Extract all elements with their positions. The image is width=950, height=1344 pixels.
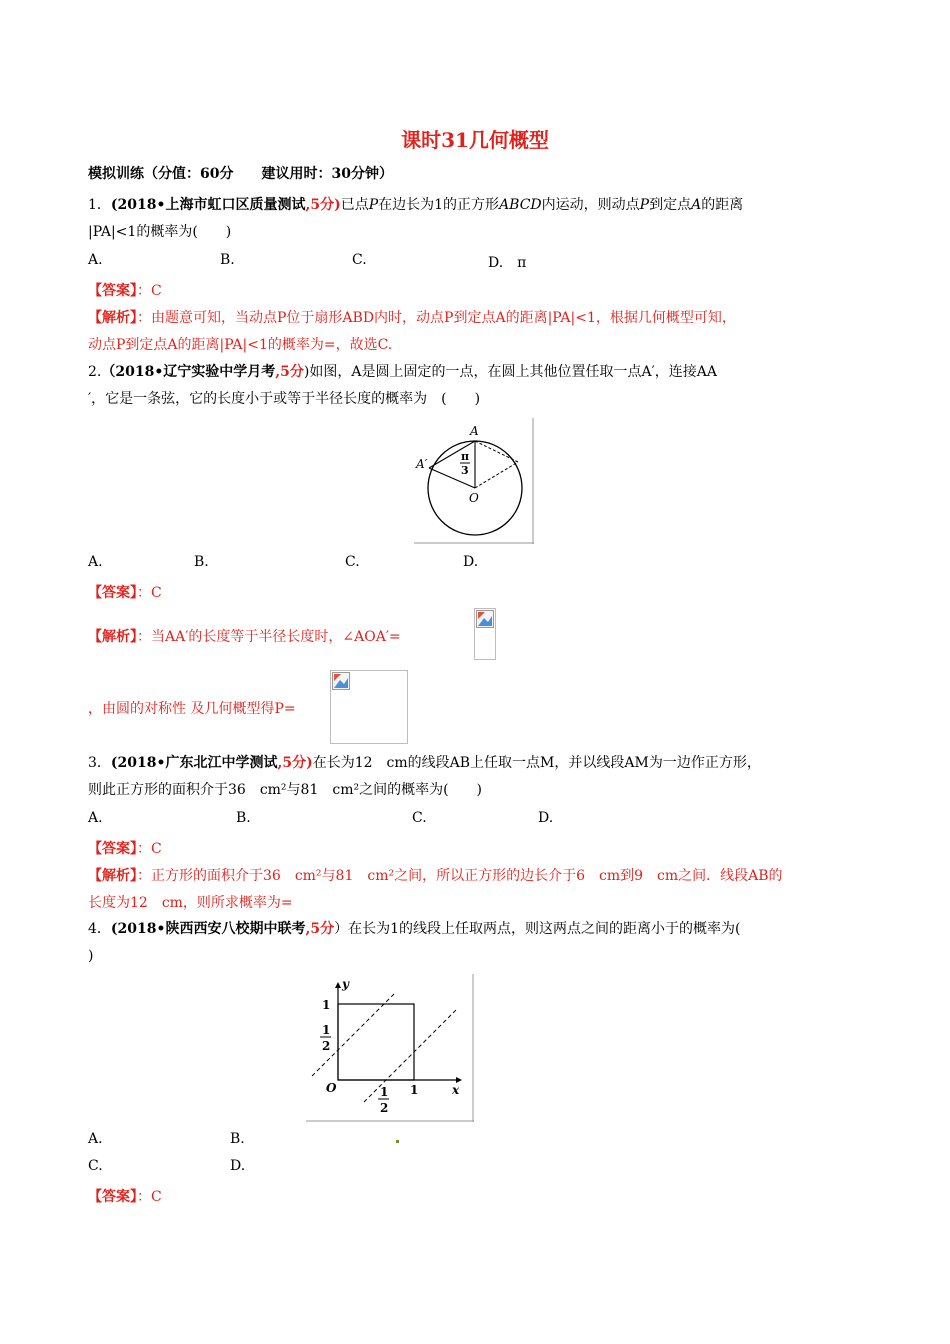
stray-dot bbox=[396, 1140, 399, 1143]
q4-square-figure bbox=[306, 974, 474, 1122]
label-y-one: 1 bbox=[322, 998, 331, 1012]
q1-option-c: C. bbox=[352, 252, 367, 268]
q2-option-b: B. bbox=[194, 554, 209, 570]
q2-stem-line1: 2.（2018•辽宁实验中学月考,5分)如图，A是圆上固定的一点，在圆上其他位置任取一点A′，连接AA bbox=[88, 364, 717, 380]
q3-analysis-line1: 【解析】：正方形的面积介于36 cm²与81 cm²之间，所以正方形的边长介于6 cm到9 cm之间．线段AB的 bbox=[88, 868, 783, 884]
q2-option-a: A. bbox=[88, 554, 103, 570]
q1-answer: 【答案】：C bbox=[88, 283, 162, 299]
q4-option-d: D. bbox=[230, 1158, 246, 1174]
q4-stem-line2: ) bbox=[88, 948, 94, 964]
q1-option-d: D. π bbox=[488, 255, 527, 271]
broken-image-placeholder bbox=[330, 670, 408, 744]
unit-square bbox=[338, 1004, 414, 1080]
label-origin: O bbox=[326, 1081, 337, 1095]
q3-stem-line1: 3．(2018•广东北江中学测试,5分)在长为12 cm的线段AB上任取一点M，并以线段AM为一边作正方形， bbox=[88, 755, 761, 771]
broken-image-placeholder bbox=[474, 608, 496, 660]
q3-score: ,5分) bbox=[277, 755, 313, 771]
q2-answer: 【答案】：C bbox=[88, 585, 162, 601]
q2-option-c: C. bbox=[345, 554, 360, 570]
q3-stem-line2: 则此正方形的面积介于36 cm²与81 cm²之间的概率为( ) bbox=[88, 782, 483, 798]
label-a: A bbox=[470, 424, 479, 438]
q1-number: 1． bbox=[88, 197, 111, 213]
label-x-half-den: 2 bbox=[380, 1101, 389, 1115]
q3-option-a: A. bbox=[88, 810, 103, 826]
page-title: 课时31几何概型 bbox=[401, 128, 549, 152]
q2-analysis-line2: ，由圆的对称性 及几何概型得P= bbox=[88, 701, 296, 717]
broken-image-icon bbox=[332, 672, 350, 690]
angle-pi: π bbox=[461, 450, 470, 463]
q3-option-c: C. bbox=[412, 810, 427, 826]
label-a-prime: A′ bbox=[416, 457, 428, 471]
q4-answer: 【答案】：C bbox=[88, 1189, 162, 1205]
broken-image-icon bbox=[476, 610, 494, 628]
q4-source: (2018•陕西西安八校期中联考 bbox=[110, 921, 306, 937]
label-x-one: 1 bbox=[410, 1083, 419, 1097]
chord-dashed bbox=[475, 441, 518, 462]
q2-score: ,5分 bbox=[275, 364, 304, 380]
label-y-half-num: 1 bbox=[322, 1023, 331, 1037]
q1-analysis-line1: 【解析】：由题意可知，当动点P位于扇形ABD内时，动点P到定点A的距离|PA|<1，根据几何概型可知， bbox=[88, 310, 736, 326]
label-y: y bbox=[342, 977, 349, 991]
q4-option-b: B. bbox=[230, 1131, 245, 1147]
q4-stem-line1: 4．(2018•陕西西安八校期中联考,5分）在长为1的线段上任取两点，则这两点之间的距离小于的概率为( bbox=[88, 921, 741, 937]
q4-option-c: C. bbox=[88, 1158, 103, 1174]
label-o: O bbox=[469, 491, 479, 505]
q1-option-b: B. bbox=[220, 252, 235, 268]
q3-answer: 【答案】：C bbox=[88, 841, 162, 857]
q3-analysis-line2: 长度为12 cm，则所求概率为= bbox=[88, 895, 293, 911]
q1-stem-line2: |PA|<1的概率为( ) bbox=[88, 224, 232, 240]
q1-option-a: A. bbox=[88, 252, 103, 268]
y-axis-arrow bbox=[335, 982, 341, 988]
q1-analysis-line2: 动点P到定点A的距离|PA|<1的概率为=，故选C. bbox=[88, 337, 393, 353]
q2-circle-figure bbox=[414, 418, 534, 544]
label-x-half-num: 1 bbox=[380, 1085, 389, 1099]
q3-source: (2018•广东北江中学测试 bbox=[110, 755, 278, 771]
q1-score: ,5分) bbox=[305, 197, 341, 213]
q4-option-a: A. bbox=[88, 1131, 103, 1147]
exercise-subtitle: 模拟训练（分值：60分 建议用时：30分钟） bbox=[88, 166, 393, 182]
q3-option-b: B. bbox=[236, 810, 251, 826]
label-x: x bbox=[452, 1083, 460, 1097]
q3-option-d: D. bbox=[538, 810, 554, 826]
radius-dashed bbox=[475, 462, 518, 488]
q1-source: (2018•上海市虹口区质量测试 bbox=[110, 197, 306, 213]
q2-source: （2018•辽宁实验中学月考 bbox=[101, 364, 276, 380]
q2-stem-line2: ′，它是一条弦，它的长度小于或等于半径长度的概率为 ( ) bbox=[88, 391, 481, 407]
label-y-half-den: 2 bbox=[322, 1039, 331, 1053]
q2-analysis-line1: 【解析】：当AA′的长度等于半径长度时，∠AOA′= bbox=[88, 629, 401, 645]
q1-stem-line1: 1．(2018•上海市虹口区质量测试,5分)已点P在边长为1的正方形ABCD内运动，则动点P到定点A的距离 bbox=[88, 197, 744, 213]
angle-three: 3 bbox=[461, 464, 469, 477]
q2-option-d: D. bbox=[463, 554, 479, 570]
q4-score: ,5分 bbox=[305, 921, 335, 937]
